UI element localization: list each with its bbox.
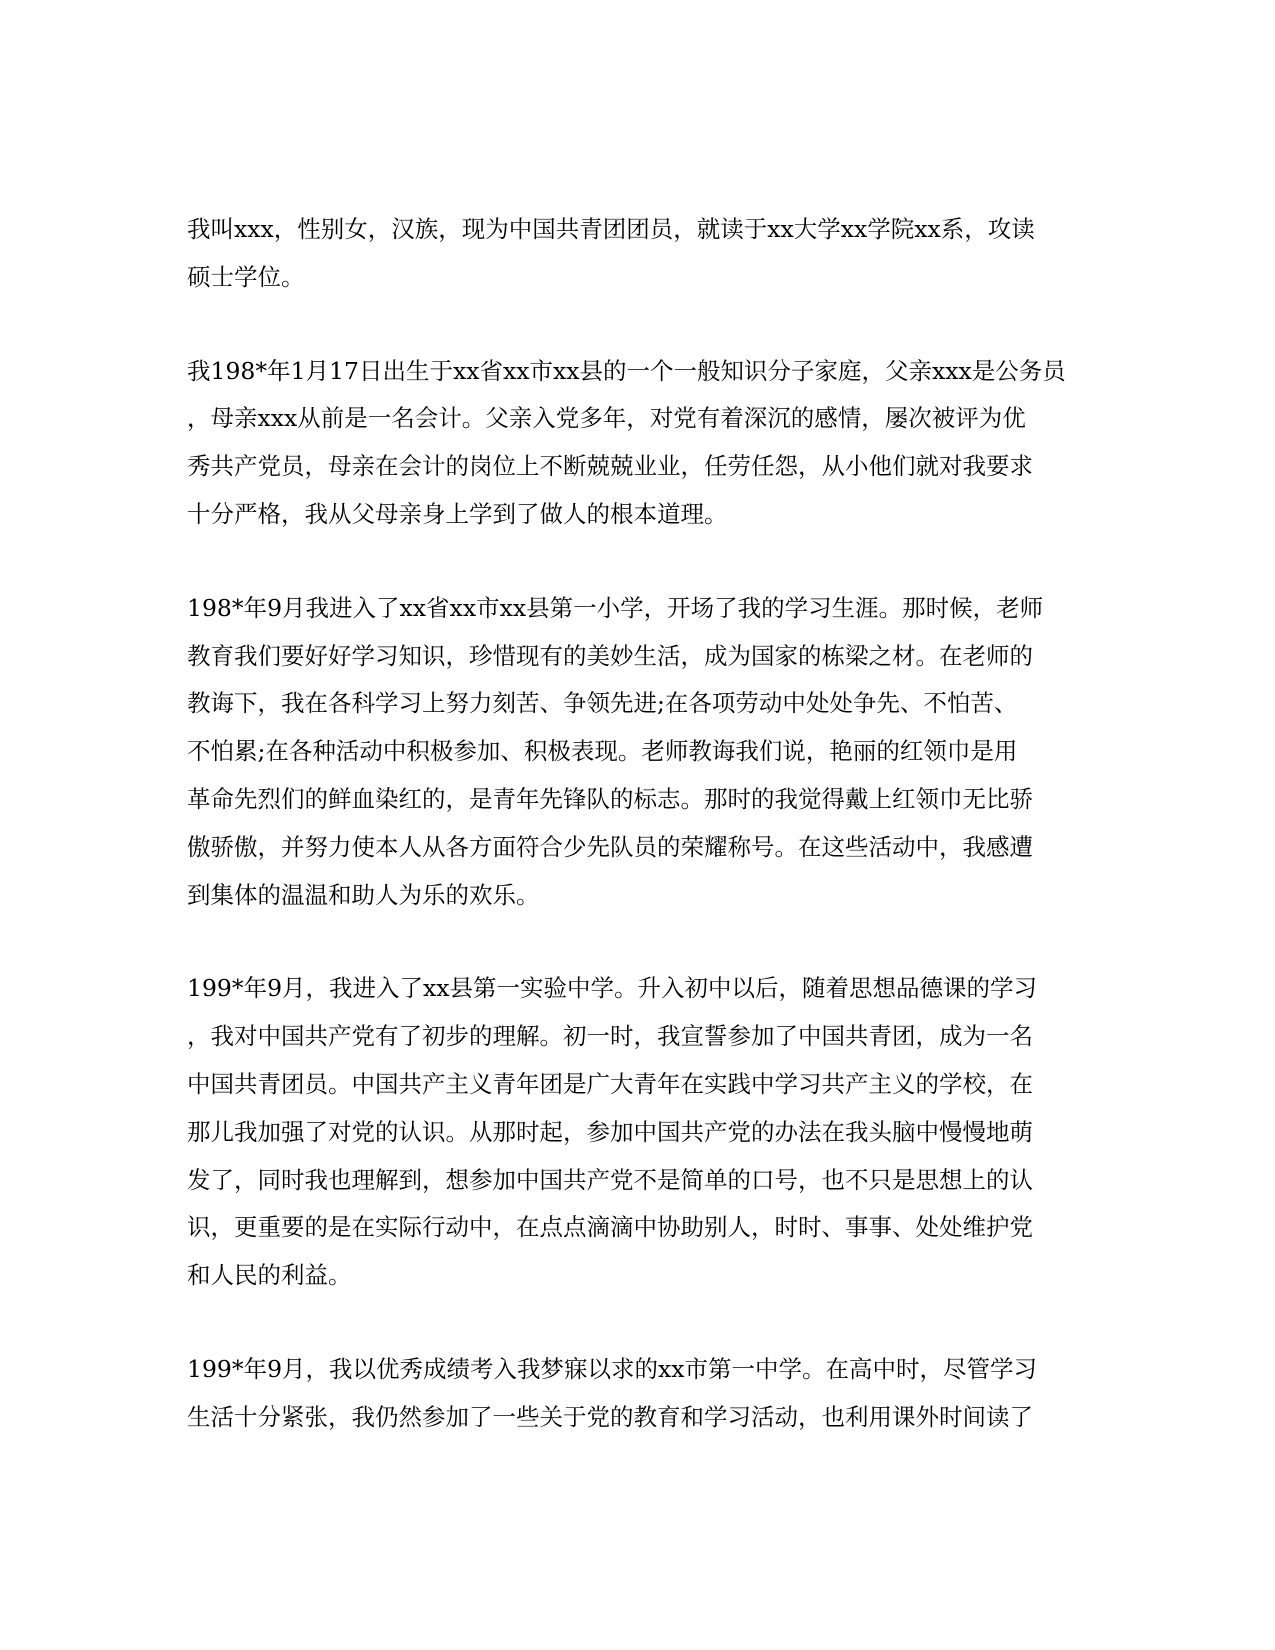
paragraph-line: 识，更重要的是在实际行动中，在点点滴滴中协助别人，时时、事事、处处维护党 — [187, 1213, 1033, 1242]
paragraph-spacer — [187, 919, 1077, 965]
paragraph-line: 我198*年1月17日出生于xx省xx市xx县的一个一般知识分子家庭，父亲xxx是公务员 — [187, 356, 1066, 385]
paragraph-1 — [187, 206, 1077, 302]
document-body — [187, 206, 1077, 1442]
paragraph-line: 秀共产党员，母亲在会计的岗位上不断兢兢业业，任劳任怨，从小他们就对我要求 — [187, 452, 1033, 481]
paragraph-line: 199*年9月，我以优秀成绩考入我梦寐以求的xx市第一中学。在高中时，尽管学习 — [187, 1354, 1038, 1383]
paragraph-line: 我叫xxx，性别女，汉族，现为中国共青团团员，就读于xx大学xx学院xx系，攻读 — [187, 215, 1035, 243]
paragraph-line: 教育我们要好好学习知识，珍惜现有的美妙生活，成为国家的栋梁之材。在老师的 — [187, 641, 1033, 670]
paragraph-5 — [187, 1346, 1077, 1442]
paragraph-line: 十分严格，我从父母亲身上学到了做人的根本道理。 — [187, 499, 728, 528]
paragraph-line: 那儿我加强了对党的认识。从那时起，参加中国共产党的办法在我头脑中慢慢地萌 — [187, 1117, 1033, 1146]
paragraph-line: ，我对中国共产党有了初步的理解。初一时，我宣誓参加了中国共青团，成为一名 — [187, 1022, 1033, 1051]
paragraph-spacer — [187, 302, 1077, 348]
paragraph-spacer — [187, 539, 1077, 585]
paragraph-line: 到集体的温温和助人为乐的欢乐。 — [187, 880, 540, 909]
paragraph-line: ，母亲xxx从前是一名会计。父亲入党多年，对党有着深沉的感情，屡次被评为优 — [187, 404, 1026, 433]
paragraph-line: 教诲下，我在各科学习上努力刻苦、争领先进;在各项劳动中处处争先、不怕苦、 — [187, 689, 1018, 718]
paragraph-line: 中国共青团员。中国共产主义青年团是广大青年在实践中学习共产主义的学校，在 — [187, 1069, 1033, 1098]
paragraph-line: 发了，同时我也理解到，想参加中国共产党不是简单的口号，也不只是思想上的认 — [187, 1165, 1033, 1194]
paragraph-line: 和人民的利益。 — [187, 1261, 352, 1290]
paragraph-line: 傲骄傲，并努力使本人从各方面符合少先队员的荣耀称号。在这些活动中，我感遭 — [187, 832, 1033, 861]
paragraph-line: 198*年9月我进入了xx省xx市xx县第一小学，开场了我的学习生涯。那时候，老师 — [187, 593, 1044, 622]
paragraph-line: 不怕累;在各种活动中积极参加、积极表现。老师教诲我们说，艳丽的红领巾是用 — [187, 737, 1018, 766]
paragraph-line: 硕士学位。 — [187, 262, 305, 291]
paragraph-3 — [187, 585, 1077, 920]
paragraph-line: 生活十分紧张，我仍然参加了一些关于党的教育和学习活动，也利用课外时间读了 — [187, 1402, 1033, 1431]
paragraph-line: 199*年9月，我进入了xx县第一实验中学。升入初中以后，随着思想品德课的学习 — [187, 974, 1038, 1003]
paragraph-4 — [187, 965, 1077, 1300]
paragraph-2 — [187, 348, 1077, 539]
paragraph-spacer — [187, 1300, 1077, 1346]
paragraph-line: 革命先烈们的鲜血染红的，是青年先锋队的标志。那时的我觉得戴上红领巾无比骄 — [187, 784, 1033, 813]
